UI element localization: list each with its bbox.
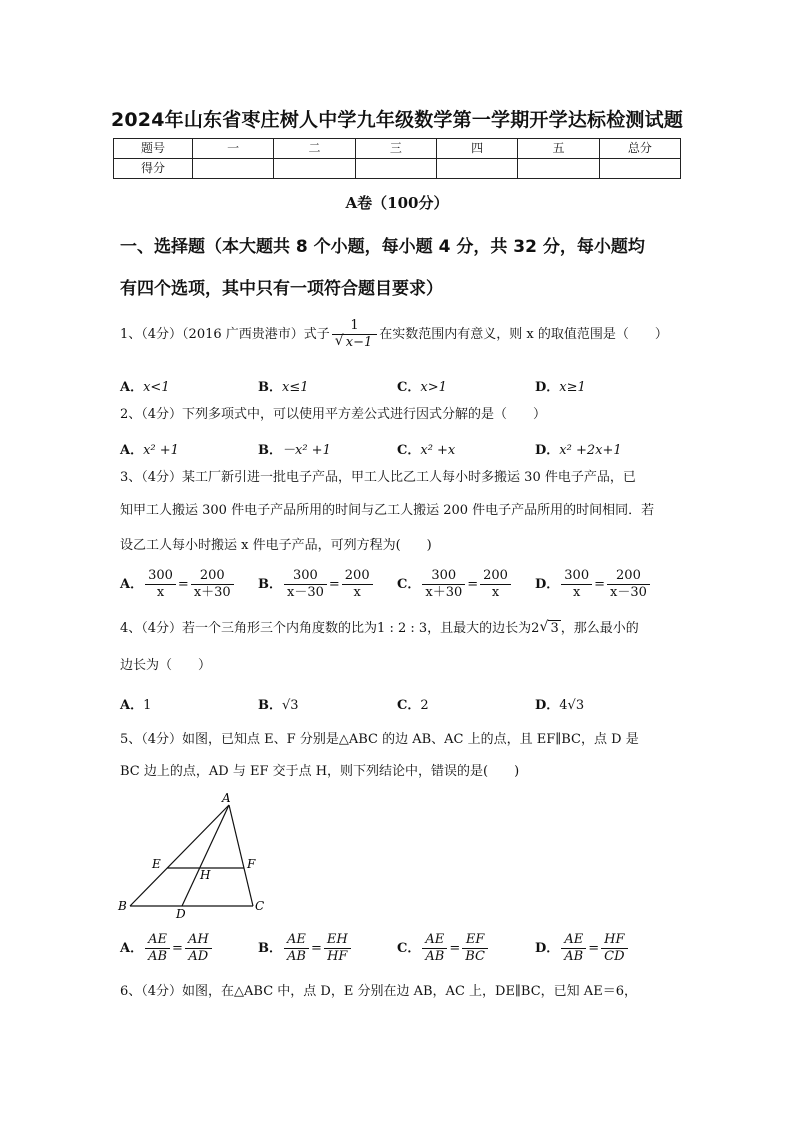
label-b: B (118, 899, 127, 913)
q4-option-c[interactable]: C．2 (397, 698, 429, 713)
score-table-score-row (114, 159, 681, 179)
segment-ad (182, 805, 229, 906)
volume-heading: A卷（100分） (345, 194, 449, 212)
question-3-line1: 3、（4分）某工厂新引进一批电子产品，甲工人比乙工人每小时多搬运 30 件电子产品，已 (120, 470, 636, 485)
q3-option-c[interactable]: C． $\frac{300}{x+30}$ = $\frac{200}{x}$ (397, 568, 513, 601)
q1-option-b[interactable]: B．x≤1 (258, 380, 309, 395)
section-heading-line1: 一、选择题（本大题共 8 个小题，每小题 4 分，共 32 分，每小题均 (120, 237, 645, 257)
label-e: E (152, 857, 161, 871)
label-d: D (176, 907, 186, 921)
q1-option-a[interactable]: A．x<1 (120, 380, 170, 395)
score-blank-cell (193, 159, 274, 179)
q1-prefix: 1、（4分）（2016 广西贵港市）式子 (120, 327, 330, 342)
score-cell: 题号 (114, 139, 193, 159)
score-blank-cell (355, 159, 436, 179)
q2-option-d[interactable]: D．x² +2x+1 (535, 443, 622, 458)
q4-option-d[interactable]: D．4√3 (535, 698, 585, 713)
score-blank-cell (274, 159, 355, 179)
question-3-line3: 设乙工人每小时搬运 x 件电子产品，可列方程为( ) (120, 538, 432, 553)
label-c: C (255, 899, 265, 913)
question-1 (120, 318, 668, 351)
q3-option-b[interactable]: B． $\frac{300}{x-30}$ = $\frac{200}{x}$ (258, 568, 375, 601)
score-table-header-row (114, 139, 681, 159)
q2-option-c[interactable]: C．x² +x (397, 443, 456, 458)
question-3-line2: 知甲工人搬运 300 件电子产品所用的时间与乙工人搬运 200 件电子产品所用的时间相同．若 (120, 503, 655, 518)
q4-option-a[interactable]: A．1 (120, 698, 152, 713)
q5-option-c[interactable]: C． $\frac{AE}{AB}$ = $\frac{EF}{BC}$ (397, 932, 490, 965)
q2-option-a[interactable]: A．x² +1 (120, 443, 179, 458)
side-ac (229, 805, 253, 906)
q5-option-a[interactable]: A． $\frac{AE}{AB}$ = $\frac{AH}{AD}$ (120, 932, 214, 965)
score-blank-cell (599, 159, 680, 179)
score-blank-cell (518, 159, 599, 179)
question-6-line1: 6、（4分）如图，在△ABC 中，点 D，E 分别在边 AB，AC 上，DE∥BC，已知 AE＝6， (120, 984, 637, 999)
question-4-line1: 4、（4分）若一个三角形三个内角度数的比为1 : 2 : 3，且最大的边长为2 √ 3 ，那么最小的 (120, 619, 639, 636)
question-2: 2、（4分）下列多项式中，可以使用平方差公式进行因式分解的是（ ） (120, 407, 547, 422)
score-table (113, 138, 681, 179)
score-cell: 四 (436, 139, 517, 159)
q1-option-d[interactable]: D．x≥1 (535, 380, 586, 395)
q1-frac-den: √ x−1 (332, 334, 378, 351)
exam-title: 2024年山东省枣庄树人中学九年级数学第一学期开学达标检测试题 (110, 109, 684, 131)
q3-option-d[interactable]: D． $\frac{300}{x}$ = $\frac{200}{x-30}$ (535, 568, 652, 601)
q1-option-c[interactable]: C．x>1 (397, 380, 447, 395)
q5-option-d[interactable]: D． $\frac{AE}{AB}$ = $\frac{HF}{CD}$ (535, 932, 630, 965)
score-cell: 二 (274, 139, 355, 159)
label-h: H (200, 868, 211, 882)
q2-option-b[interactable]: B．－x² +1 (258, 443, 331, 458)
q4-ratio: 1 : 2 : 3 (377, 621, 428, 636)
score-blank-cell (436, 159, 517, 179)
side-ab (130, 805, 229, 906)
label-f: F (247, 857, 256, 871)
q1-frac-num: 1 (350, 318, 359, 333)
label-a: A (222, 791, 231, 805)
question-5-line1: 5、（4分）如图，已知点 E、F 分别是△ABC 的边 AB、AC 上的点，且 EF∥BC，点 D 是 (120, 732, 639, 747)
score-cell: 一 (193, 139, 274, 159)
q4-option-b[interactable]: B．√3 (258, 698, 299, 713)
q5-option-b[interactable]: B． $\frac{AE}{AB}$ = $\frac{EH}{HF}$ (258, 932, 353, 965)
section-heading-line2: 有四个选项，其中只有一项符合题目要求） (120, 279, 443, 299)
score-cell: 总分 (599, 139, 680, 159)
score-cell: 五 (518, 139, 599, 159)
q1-suffix: 在实数范围内有意义，则 x 的取值范围是（ ） (379, 327, 668, 342)
q3-option-a[interactable]: A． $\frac{300}{x}$ = $\frac{200}{x+30}$ (120, 568, 236, 601)
triangle-figure (116, 790, 276, 922)
q1-fraction (332, 318, 378, 351)
question-4-line2: 边长为（ ） (120, 658, 212, 673)
score-cell: 三 (355, 139, 436, 159)
score-cell: 得分 (114, 159, 193, 179)
question-5-line2: BC 边上的点，AD 与 EF 交于点 H，则下列结论中，错误的是( ) (120, 764, 520, 779)
